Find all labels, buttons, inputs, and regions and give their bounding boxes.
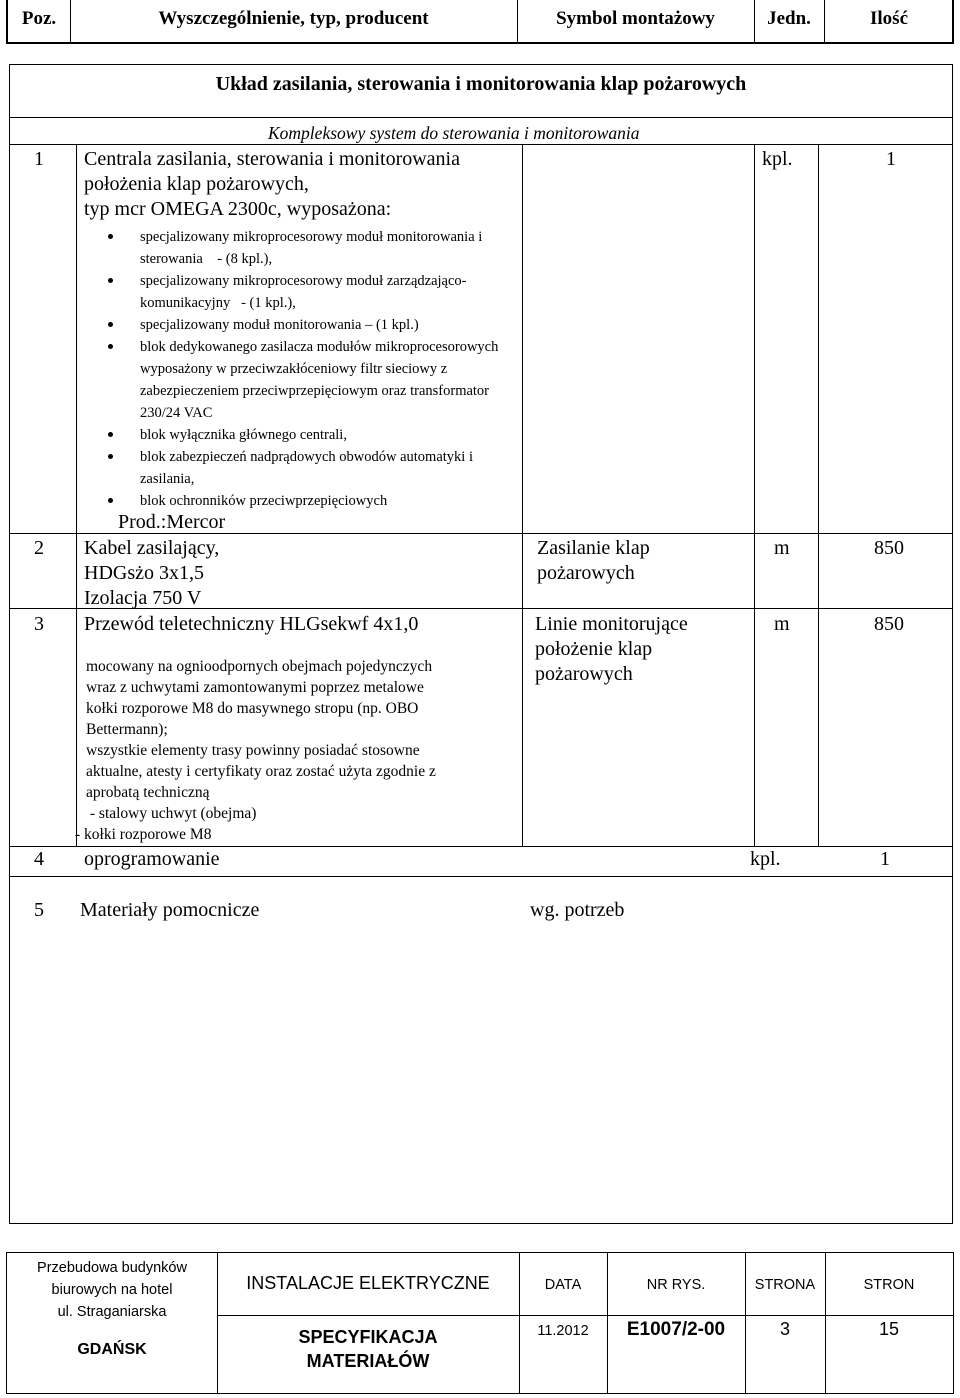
list-item: wyposażony w przeciwzakłóceniowy filtr sieciowy z: [140, 361, 448, 377]
item-number: 1: [34, 148, 44, 170]
list-item: blok ochronników przeciwprzepięciowych: [140, 493, 388, 509]
item-type: typ mcr OMEGA 2300c, wyposażona:: [84, 198, 392, 220]
item-insulation: Izolacja 750 V: [84, 587, 202, 609]
pages-value: 15: [878, 1319, 900, 1339]
item-note: mocowany na ognioodpornych obejmach pojedynczych: [86, 658, 433, 675]
item-number: 3: [34, 613, 44, 635]
document-title: [217, 1325, 519, 1373]
item-name: Centrala zasilania, sterowania i monitorowania: [84, 148, 460, 170]
item-symbol: Linie monitorujące: [535, 613, 688, 635]
divider: [9, 144, 953, 145]
column-divider: [754, 144, 755, 846]
item-symbol: Zasilanie klap: [537, 537, 650, 559]
item-symbol: położenie klap: [535, 638, 653, 660]
item-unit: m: [774, 613, 790, 635]
producer: Prod.:Mercor: [118, 511, 226, 533]
item-unit: kpl.: [762, 148, 793, 170]
list-item: specjalizowany mikroprocesorowy moduł monitorowania i: [140, 229, 483, 245]
item-note: Bettermann);: [86, 721, 168, 738]
item-note: aprobatą techniczną: [86, 784, 210, 801]
document-title-line: SPECYFIKACJA: [298, 1327, 438, 1347]
section-subtitle: Kompleksowy system do sterowania i monitorowania: [268, 123, 640, 143]
bullet-icon: [108, 278, 113, 283]
divider: [9, 876, 953, 877]
column-divider: [818, 144, 819, 846]
item-name: Materiały pomocnicze: [80, 899, 260, 921]
item-type: HDGsżo 3x1,5: [84, 562, 204, 584]
item-name: położenia klap pożarowych,: [84, 173, 309, 195]
list-item: specjalizowany moduł monitorowania – (1 kpl.): [140, 317, 419, 333]
header-symbol: Symbol montażowy: [556, 8, 715, 29]
bullet-icon: [108, 454, 113, 459]
list-item: zasilania,: [140, 471, 195, 487]
item-name: Przewód teletechniczny HLGsekwf 4x1,0: [84, 613, 419, 635]
item-symbol: pożarowych: [535, 663, 633, 685]
project-line: ul. Straganiarska: [57, 1304, 167, 1320]
bullet-icon: [108, 498, 113, 503]
item-quantity: 1: [880, 848, 890, 870]
project-line: biurowych na hotel: [51, 1282, 173, 1298]
item-quantity: 850: [874, 613, 904, 635]
item-name: Kabel zasilający,: [84, 537, 220, 559]
branch-name: INSTALACJE ELEKTRYCZNE: [246, 1273, 490, 1293]
header-description: Wyszczególnienie, typ, producent: [158, 8, 429, 29]
column-divider: [76, 144, 77, 846]
item-note: wraz z uchwytami zamontowanymi poprzez metalowe: [86, 679, 424, 696]
bullet-icon: [108, 322, 113, 327]
project-line: Przebudowa budynków: [37, 1260, 187, 1276]
bullet-icon: [108, 234, 113, 239]
item-symbol: pożarowych: [537, 562, 635, 584]
item-number: 4: [34, 848, 44, 870]
column-divider: [522, 144, 523, 846]
project-name: [7, 1257, 217, 1323]
bullet-icon: [108, 432, 113, 437]
item-quantity: 850: [874, 537, 904, 559]
drawing-number-value: E1007/2-00: [626, 1319, 726, 1340]
item-note: wszystkie elementy trasy powinny posiadać stosowne: [86, 742, 420, 759]
item-name: oprogramowanie: [84, 848, 220, 870]
date-label: DATA: [544, 1277, 582, 1293]
list-item: blok zabezpieczeń nadprądowych obwodów automatyki i: [140, 449, 473, 465]
item-unit: kpl.: [750, 848, 781, 870]
divider: [9, 117, 953, 118]
header-poz: Poz.: [21, 8, 57, 29]
header-quantity: Ilość: [870, 8, 908, 29]
list-item: blok wyłącznika głównego centrali,: [140, 427, 347, 443]
list-item: zabezpieczeniem przeciwprzepięciowym oraz transformator: [140, 383, 490, 399]
project-city: GDAŃSK: [77, 1341, 147, 1358]
table-header: [6, 0, 954, 44]
list-item: sterowania - (8 kpl.),: [140, 251, 273, 267]
item-number: 5: [34, 899, 44, 921]
item-note: kołki rozporowe M8 do masywnego stropu (np. OBO: [86, 700, 419, 717]
title-block: [6, 1252, 954, 1394]
date-value: 11.2012: [537, 1323, 589, 1339]
list-item: 230/24 VAC: [140, 405, 213, 421]
header-unit: Jedn.: [767, 8, 811, 29]
item-number: 2: [34, 537, 44, 559]
drawing-number-label: NR RYS.: [646, 1277, 706, 1293]
item-note: - kołki rozporowe M8: [75, 826, 212, 843]
pages-label: STRON: [863, 1277, 915, 1293]
bullet-icon: [108, 344, 113, 349]
item-unit: m: [774, 537, 790, 559]
item-note: - stalowy uchwyt (obejma): [86, 805, 257, 822]
list-item: specjalizowany mikroprocesorowy moduł zarządzająco-: [140, 273, 467, 289]
item-quantity: 1: [886, 148, 896, 170]
section-title: Układ zasilania, sterowania i monitorowania klap pożarowych: [215, 73, 747, 95]
divider: [217, 1315, 953, 1316]
list-item: blok dedykowanego zasilacza modułów mikroprocesorowych: [140, 339, 499, 355]
page-value: 3: [779, 1319, 790, 1339]
page-label: STRONA: [754, 1277, 816, 1293]
document-title-line: MATERIAŁÓW: [306, 1351, 430, 1371]
item-note: aktualne, atesty i certyfikaty oraz zostać użyta zgodnie z: [86, 763, 436, 780]
list-item: komunikacyjny - (1 kpl.),: [140, 295, 296, 311]
item-symbol: wg. potrzeb: [530, 899, 625, 921]
